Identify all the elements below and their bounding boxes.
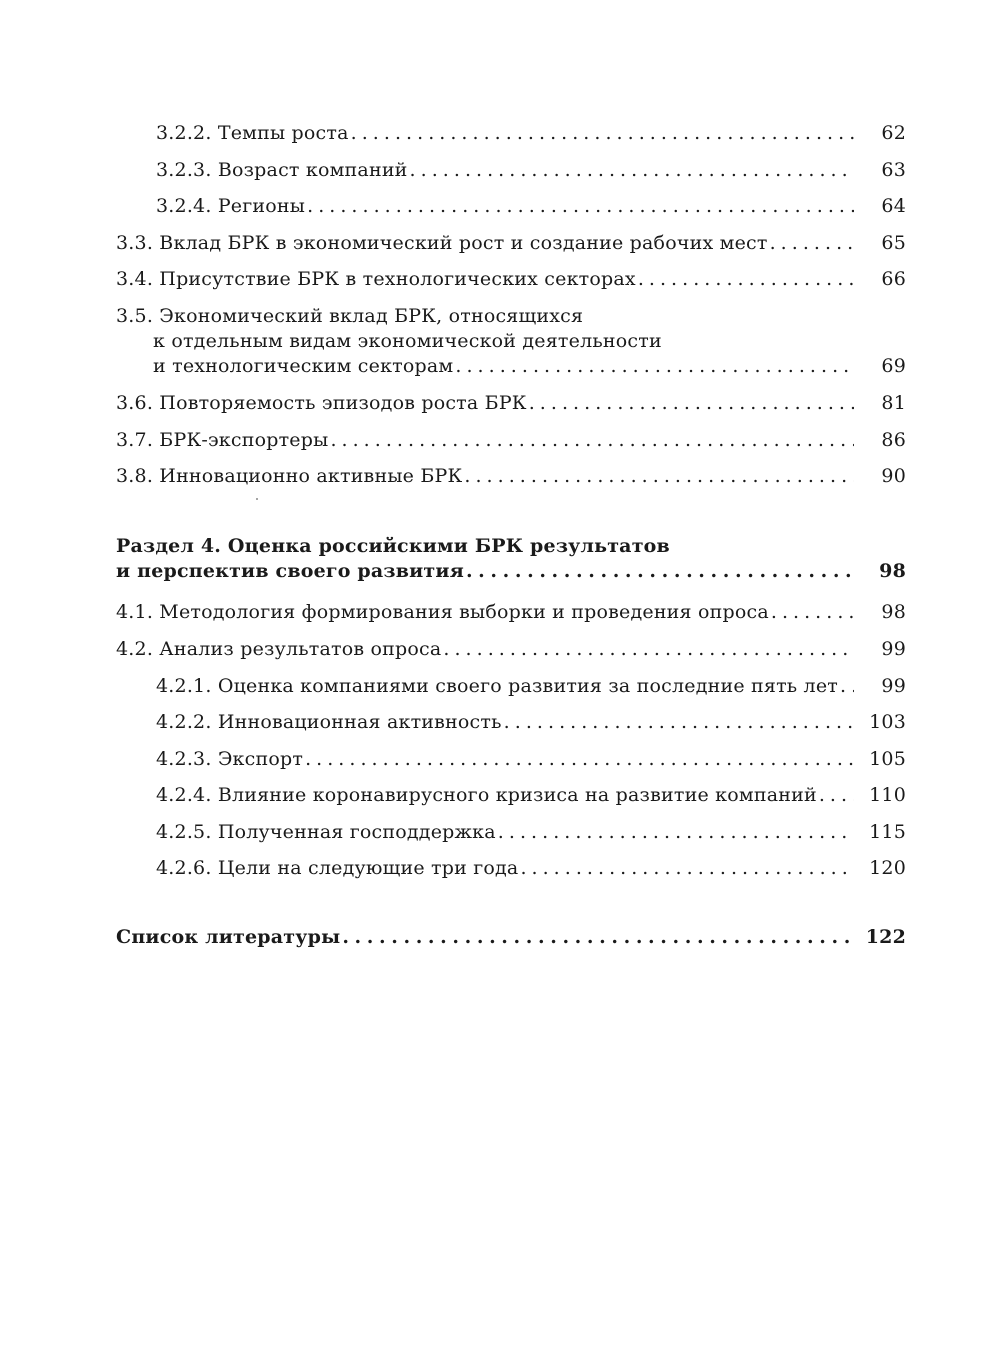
toc-entry-3-4 (116, 267, 906, 292)
toc-entry-page: 122 (865, 926, 906, 948)
dot-leader (638, 267, 854, 292)
toc-entry-4-1 (116, 600, 906, 625)
section-heading-line: и перспектив своего развития (116, 560, 464, 582)
toc-entry-page: 86 (881, 429, 906, 451)
toc-section-page: 98 (879, 560, 906, 582)
toc-entry-page: 65 (881, 232, 906, 254)
toc-entry-page: 98 (881, 601, 906, 623)
toc-entry-title-line: 3.5. Экономический вклад БРК, относящихся (116, 305, 584, 327)
toc-entry-4-2 (116, 637, 906, 662)
section-heading-line: Раздел 4. Оценка российскими БРК результатов (116, 535, 670, 557)
dot-leader (455, 354, 854, 379)
toc-entry-page: 103 (869, 711, 906, 733)
dot-leader (819, 783, 854, 808)
toc-entry-title-line: и технологическим секторам (153, 355, 454, 377)
toc-entry-title: 3.2.3. Возраст компаний (156, 159, 408, 181)
dot-leader (840, 674, 854, 699)
toc-entry-title: 3.4. Присутствие БРК в технологических секторах (116, 268, 636, 290)
toc-entry-title: 4.2.3. Экспорт (156, 748, 304, 770)
toc-entry-page: 64 (881, 195, 906, 217)
dot-leader (771, 600, 854, 625)
toc-entry-4-2-2 (156, 710, 906, 735)
toc-entry-page: 62 (881, 122, 906, 144)
dot-leader (330, 428, 854, 453)
dot-leader (466, 559, 854, 584)
toc-entry-title: 3.2.2. Темпы роста (156, 122, 349, 144)
dot-leader (305, 747, 854, 772)
dot-leader (529, 391, 854, 416)
dot-leader (410, 158, 854, 183)
toc-entry-page: 120 (869, 857, 906, 879)
dot-leader (307, 194, 854, 219)
toc-entry-3-5 (116, 304, 906, 379)
print-speck (256, 498, 258, 500)
toc-entry-title: 3.8. Инновационно активные БРК (116, 465, 463, 487)
toc-entry-title: 4.2.1. Оценка компаниями своего развития за последние пять лет (156, 675, 838, 697)
toc-references (116, 925, 906, 950)
dot-leader (498, 820, 854, 845)
toc-entry-3-3 (116, 231, 906, 256)
dot-leader (504, 710, 854, 735)
toc-entry-page: 69 (881, 355, 906, 377)
toc-entry-4-2-1 (156, 674, 906, 699)
toc-entry-3-2-3 (156, 158, 906, 183)
toc-entry-4-2-6 (156, 856, 906, 881)
toc-entry-title: 4.2.5. Полученная господдержка (156, 821, 496, 843)
toc-entry-page: 115 (869, 821, 906, 843)
dot-leader (443, 637, 854, 662)
toc-entry-title: 4.2.4. Влияние коронавирусного кризиса на развитие компаний (156, 784, 817, 806)
toc-entry-title: 3.3. Вклад БРК в экономический рост и создание рабочих мест (116, 232, 768, 254)
dot-leader (351, 121, 854, 146)
toc-entry-page: 81 (881, 392, 906, 414)
toc-entry-page: 63 (881, 159, 906, 181)
toc-entry-page: 99 (881, 638, 906, 660)
toc-entry-3-2-2 (156, 121, 906, 146)
toc-entry-page: 90 (881, 465, 906, 487)
dot-leader (770, 231, 854, 256)
toc-entry-title: 4.2. Анализ результатов опроса (116, 638, 442, 660)
toc-entry-title: Список литературы (116, 926, 341, 948)
toc-entry-title: 3.2.4. Регионы (156, 195, 306, 217)
toc-entry-page: 105 (869, 748, 906, 770)
toc-entry-4-2-3 (156, 747, 906, 772)
toc-entry-title: 4.2.6. Цели на следующие три года (156, 857, 519, 879)
toc-section-4 (116, 534, 906, 584)
dot-leader (464, 464, 854, 489)
toc-entry-page: 110 (869, 784, 906, 806)
toc-entry-title: 4.1. Методология формирования выборки и проведения опроса (116, 601, 769, 623)
toc-entry-4-2-4 (156, 783, 906, 808)
dot-leader (520, 856, 854, 881)
toc-entry-title: 4.2.2. Инновационная активность (156, 711, 502, 733)
toc-entry-3-8 (116, 464, 906, 489)
toc-entry-title: 3.6. Повторяемость эпизодов роста БРК (116, 392, 527, 414)
toc-entry-3-7 (116, 428, 906, 453)
toc-entry-3-2-4 (156, 194, 906, 219)
toc-entry-4-2-5 (156, 820, 906, 845)
toc-entry-3-6 (116, 391, 906, 416)
toc-entry-title-line: к отдельным видам экономической деятельности (153, 330, 662, 352)
dot-leader (342, 925, 854, 950)
toc-entry-page: 66 (881, 268, 906, 290)
toc-entry-page: 99 (881, 675, 906, 697)
toc-entry-title: 3.7. БРК-экспортеры (116, 429, 329, 451)
